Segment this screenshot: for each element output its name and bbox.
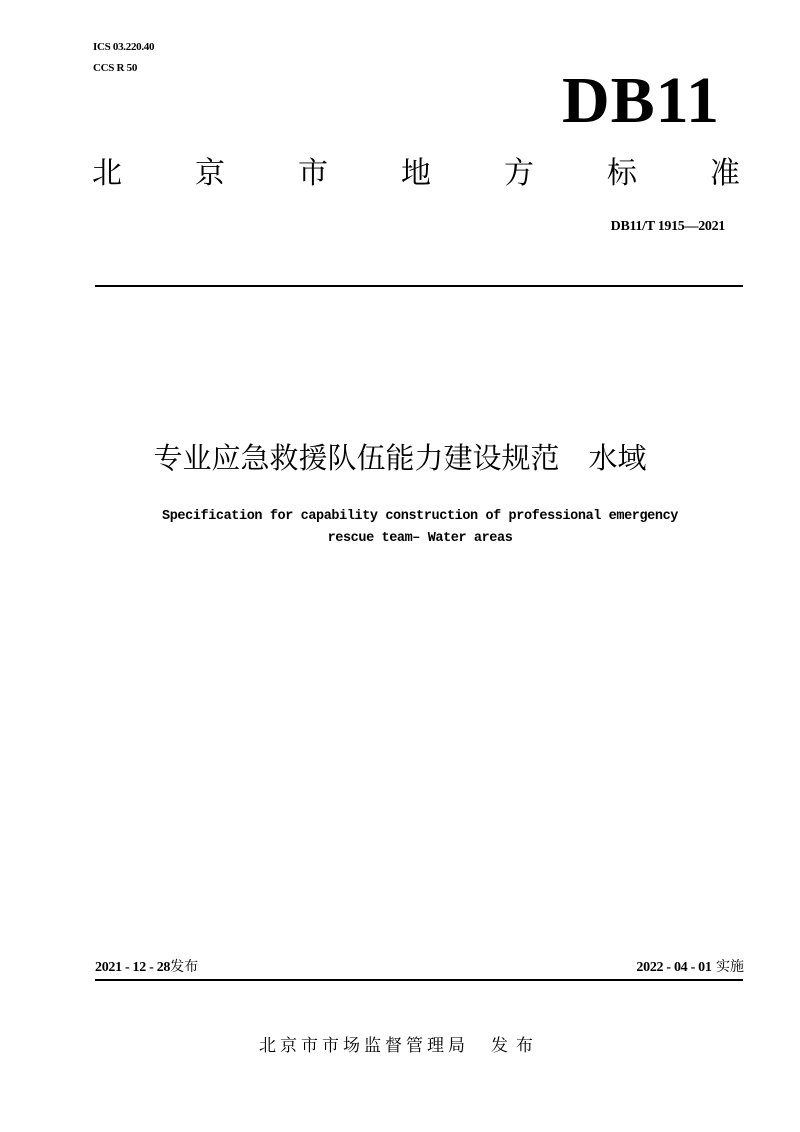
- issue-date-value: 2021 - 12 - 28: [95, 960, 171, 975]
- standard-type-char: 京: [195, 156, 225, 191]
- english-title-line1: Specification for capability construction of professional emergency: [162, 509, 678, 524]
- header-divider: [95, 285, 743, 287]
- english-title-line2: rescue team– Water areas: [327, 531, 513, 546]
- publisher-name: 北京市市场监督管理局: [259, 1036, 469, 1056]
- standard-number: DB11/T 1915—2021: [610, 219, 725, 234]
- standard-type-char: 标: [607, 156, 637, 191]
- standard-type-char: 市: [298, 156, 328, 191]
- english-title: [96, 506, 744, 550]
- standard-type-title: [92, 154, 740, 194]
- standard-type-char: 北: [92, 156, 122, 191]
- ccs-code: CCS R 50: [93, 62, 138, 74]
- implementation-date: [636, 958, 744, 977]
- ics-code: ICS 03.220.40: [93, 41, 155, 53]
- implementation-date-value: 2022 - 04 - 01: [636, 960, 712, 975]
- chinese-title: 专业应急救援队伍能力建设规范 水域: [153, 441, 647, 475]
- issue-date: [95, 958, 198, 977]
- publish-action: 发布: [491, 1036, 541, 1056]
- implementation-date-label: 实施: [716, 959, 744, 975]
- db11-logo: DB11: [561, 64, 720, 137]
- standard-type-char: 方: [504, 156, 534, 191]
- publisher-line: [0, 1034, 800, 1058]
- issue-date-label: 发布: [170, 959, 199, 975]
- standard-type-char: 地: [401, 156, 431, 191]
- standard-type-char: 准: [710, 156, 740, 191]
- footer-divider: [95, 979, 743, 981]
